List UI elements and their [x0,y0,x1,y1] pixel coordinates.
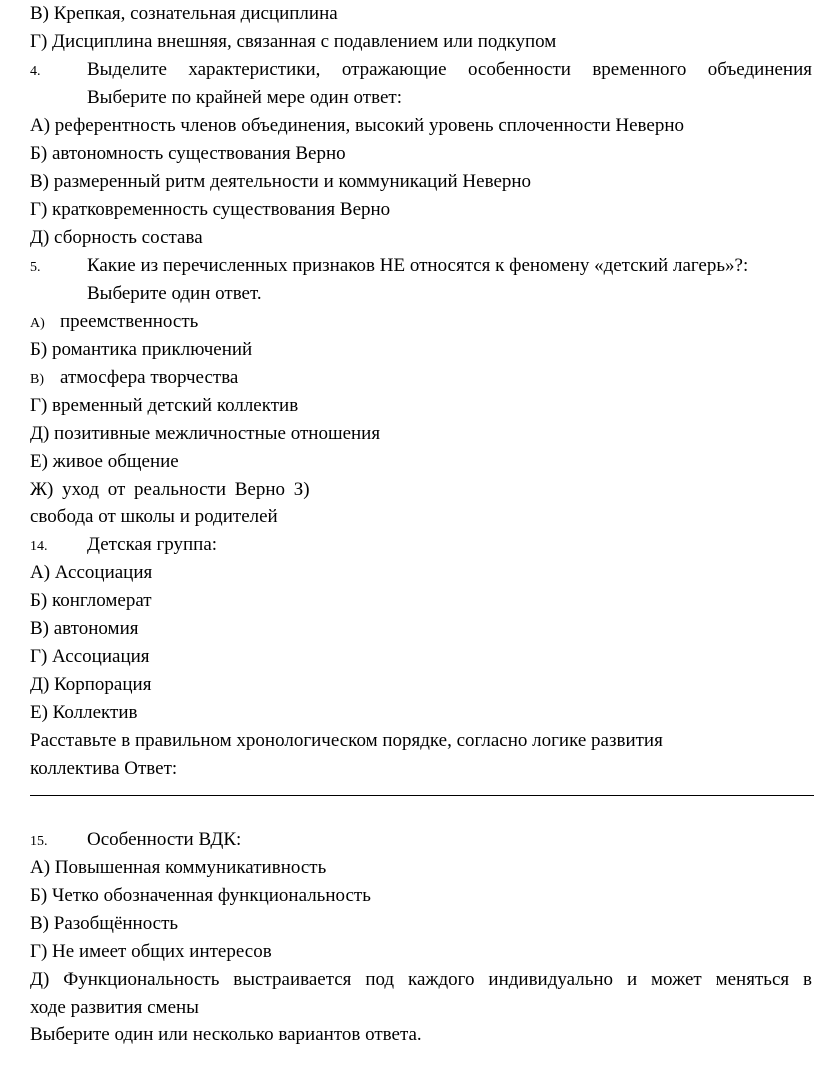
option-text: А) Ассоциация [30,562,153,583]
question-15 [30,826,812,854]
option-text: свобода от школы и родителей [30,506,278,527]
option-text: Г) Дисциплина внешняя, связанная с подавлением или подкупом [30,31,557,52]
option-text: Д) Функциональность выстраивается под каждого индивидуально и может меняться в [30,969,812,990]
option-text: Ж) уход от реальности Верно З) [30,479,310,500]
option-text: Д) позитивные межличностные отношения [30,423,381,444]
question-number: 15. [30,834,48,849]
option-text: В) размеренный ритм деятельности и коммуникаций Неверно [30,171,532,192]
option-text: В) Разобщённость [30,913,179,934]
option-text: Б) романтика приключений [30,339,253,360]
option-text: ходе развития смены [30,997,199,1018]
option-text: Г) Не имеет общих интересов [30,941,272,962]
option-text: Б) конгломерат [30,590,152,611]
option-text: В) Крепкая, сознательная дисциплина [30,3,338,24]
option-text: А) референтность членов объединения, высокий уровень сплоченности Неверно [30,115,684,136]
option-text: Б) Четко обозначенная функциональность [30,885,371,906]
option-text: Б) автономность существования Верно [30,143,346,164]
option-text: Е) живое общение [30,451,179,472]
option-text: атмосфера творчества [60,367,239,388]
question-text: Выделите характеристики, отражающие особенности временного объединения [87,59,812,80]
question-5 [30,252,812,280]
option-text: В) автономия [30,618,139,639]
question-instruction: Расставьте в правильном хронологическом порядке, согласно логике развития [30,730,663,751]
question-number: 5. [30,260,41,275]
option-item [30,308,812,336]
option-text: Г) Ассоциация [30,646,150,667]
option-text: Г) временный детский коллектив [30,395,299,416]
option-letter: А) [30,316,45,331]
option-text: Д) сборность состава [30,227,203,248]
question-text: Какие из перечисленных признаков НЕ относятся к феномену «детский лагерь»?: [87,255,749,276]
question-instruction: коллектива Ответ: [30,758,178,779]
option-text: преемственность [60,311,199,332]
option-text: Д) Корпорация [30,674,152,695]
question-instruction: Выберите один ответ. [87,283,262,304]
question-14 [30,531,812,559]
question-text: Детская группа: [87,534,218,555]
question-text: Особенности ВДК: [87,829,242,850]
question-instruction: Выберите по крайней мере один ответ: [87,87,402,108]
answer-line [30,795,814,796]
option-text: Г) кратковременность существования Верно [30,199,391,220]
question-number: 4. [30,64,41,79]
question-4 [30,56,812,84]
option-item [30,364,812,392]
question-instruction: Выберите один или несколько вариантов ответа. [30,1024,422,1045]
question-number: 14. [30,539,48,554]
option-letter: В) [30,372,44,387]
option-text: Е) Коллектив [30,702,138,723]
option-text: А) Повышенная коммуникативность [30,857,327,878]
